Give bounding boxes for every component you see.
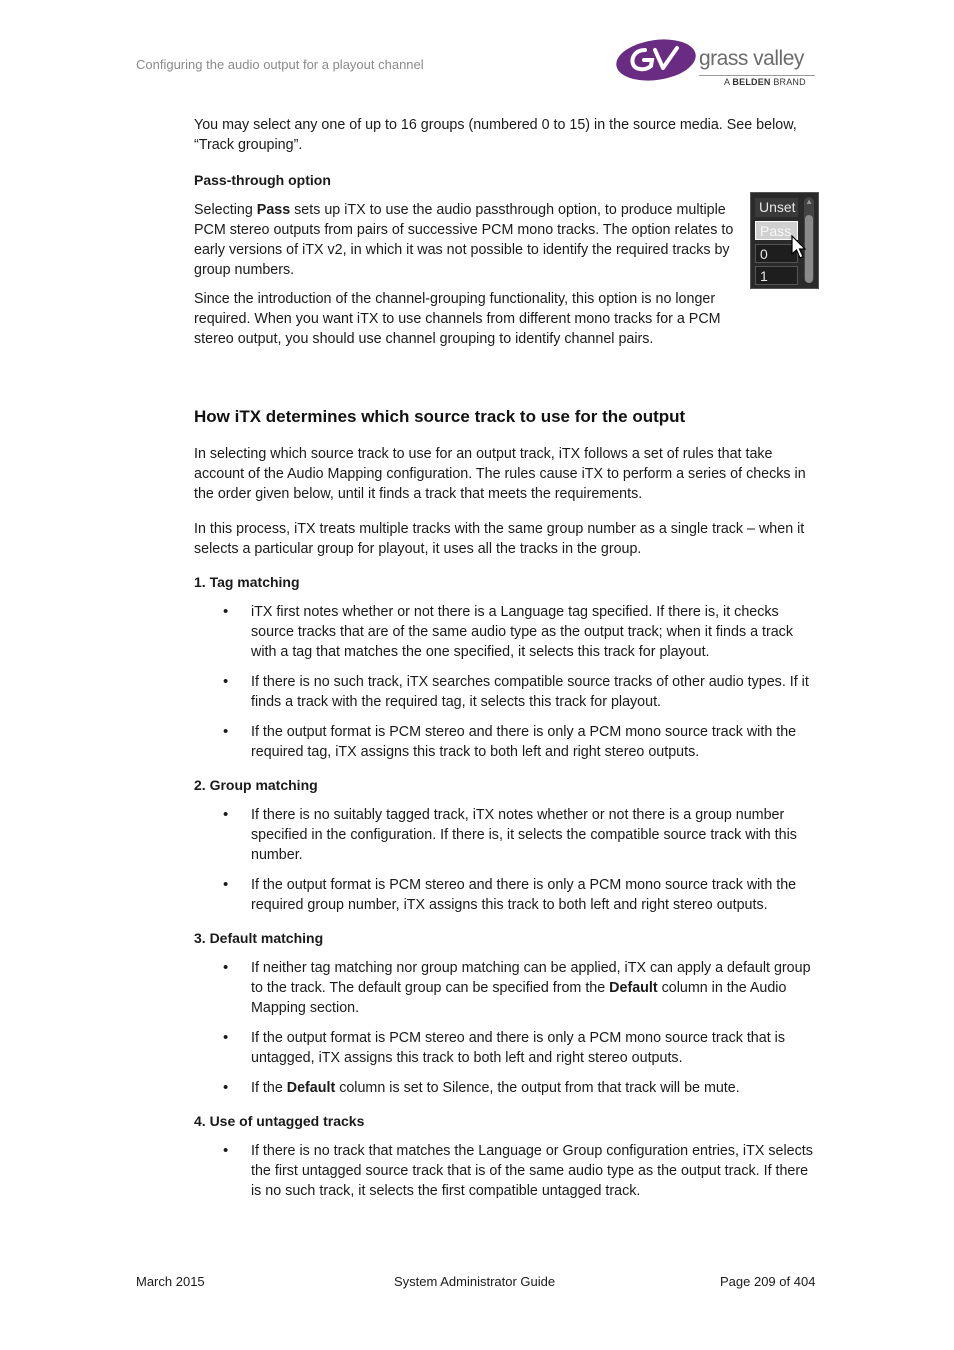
dropdown-option-unset[interactable]: Unset bbox=[755, 198, 798, 217]
untagged-tracks-list bbox=[194, 1141, 818, 1201]
group-matching-heading: 2. Group matching bbox=[194, 777, 318, 793]
gv-emblem-icon bbox=[615, 38, 697, 82]
page-content bbox=[194, 115, 818, 1215]
footer-page-number: Page 209 of 404 bbox=[720, 1274, 816, 1289]
footer-date: March 2015 bbox=[136, 1274, 205, 1289]
grass-valley-logo bbox=[615, 38, 817, 90]
group-dropdown-screenshot bbox=[750, 192, 819, 289]
list-item: • If the output format is PCM stereo and there is only a PCM mono source track with the required tag, iTX assigns this track to both left and right stereo outputs. bbox=[194, 722, 818, 762]
list-item: • If the Default column is set to Silence, the output from that track will be mute. bbox=[194, 1078, 818, 1098]
intro-paragraph: You may select any one of up to 16 groups (numbered 0 to 15) in the source media. See below, “Track grouping”. bbox=[194, 117, 797, 153]
list-item: • If there is no suitably tagged track, iTX notes whether or not there is a group number specified in the configuration. If there is, it selects the compatible source track with this number. bbox=[194, 805, 818, 865]
list-item: • If neither tag matching nor group matching can be applied, iTX can apply a default group to the track. The default group can be specified from the Default column in the Audio Mapping section. bbox=[194, 958, 818, 1018]
tag-matching-heading: 1. Tag matching bbox=[194, 574, 300, 590]
list-item: • If the output format is PCM stereo and there is only a PCM mono source track that is untagged, iTX assigns this track to both left and right stereo outputs. bbox=[194, 1028, 818, 1068]
running-header: Configuring the audio output for a playout channel bbox=[136, 57, 424, 72]
pass-through-section bbox=[194, 197, 818, 349]
logo-tagline: A BELDEN BRAND bbox=[724, 77, 806, 87]
pass-through-paragraph-2: Since the introduction of the channel-grouping functionality, this option is no longer required. When you want iTX to use channels from different mono tracks for a PCM stereo output, you should use channel grouping to identify channel pairs. bbox=[194, 291, 721, 347]
untagged-tracks-heading: 4. Use of untagged tracks bbox=[194, 1113, 365, 1129]
dropdown-option-1[interactable]: 1 bbox=[755, 266, 798, 285]
default-matching-list bbox=[194, 958, 818, 1098]
section-paragraph-2: In this process, iTX treats multiple tracks with the same group number as a single track – when it selects a particular group for playout, it uses all the tracks in the group. bbox=[194, 521, 805, 557]
section-heading: How iTX determines which source track to use for the output bbox=[194, 407, 686, 426]
list-item: • iTX first notes whether or not there is a Language tag specified. If there is, it checks source tracks that are of the same audio type as the output track; when it finds a track with a tag that matches the one specified, it selects this track for playout. bbox=[194, 602, 818, 662]
pass-through-paragraph-1: Selecting Pass sets up iTX to use the audio passthrough option, to produce multiple PCM stereo outputs from pairs of successive PCM mono tracks. The option relates to early versions of iTX v2, in which it was not possible to identify the required tracks by group numbers. bbox=[194, 202, 734, 278]
list-item: • If there is no track that matches the Language or Group configuration entries, iTX selects the first untagged source track that is of the same audio type as the output track. If there is no such track, it selects the first compatible untagged track. bbox=[194, 1141, 818, 1201]
footer-doc-title: System Administrator Guide bbox=[394, 1274, 556, 1289]
list-item: • If the output format is PCM stereo and there is only a PCM mono source track with the required group number, iTX assigns this track to both left and right stereo outputs. bbox=[194, 875, 818, 915]
dropdown-option-0[interactable]: 0 bbox=[755, 244, 798, 263]
pass-through-heading: Pass-through option bbox=[194, 172, 331, 188]
group-matching-list bbox=[194, 805, 818, 915]
section-paragraph-1: In selecting which source track to use for an output track, iTX follows a set of rules that take account of the Audio Mapping configuration. The rules cause iTX to perform a series of checks in the order given below, until it finds a track that meets the requirements. bbox=[194, 446, 806, 502]
mouse-pointer-icon bbox=[791, 235, 809, 261]
scroll-up-arrow-icon[interactable]: ▲ bbox=[805, 197, 813, 206]
default-matching-heading: 3. Default matching bbox=[194, 930, 324, 946]
logo-wordmark: grass valley bbox=[699, 47, 804, 70]
list-item: • If there is no such track, iTX searches compatible source tracks of other audio types. If it finds a track with the required tag, it selects this track for playout. bbox=[194, 672, 818, 712]
dropdown-option-pass[interactable]: Pass bbox=[755, 221, 798, 240]
tag-matching-list bbox=[194, 602, 818, 762]
logo-divider bbox=[699, 75, 815, 76]
